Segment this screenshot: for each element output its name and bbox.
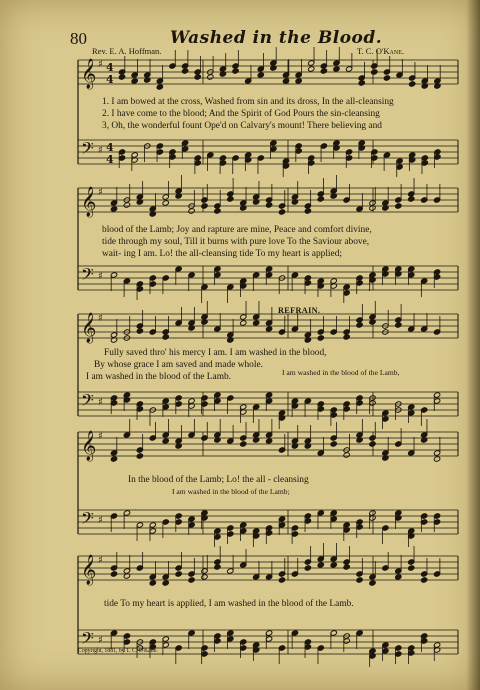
note-head — [214, 208, 221, 214]
note-head — [358, 80, 365, 86]
sharp-icon: ♯ — [98, 59, 103, 70]
page-number: 80 — [70, 29, 87, 48]
lyric-line: wait- ing I am. Lo! the all-cleansing tide To my heart is applied; — [102, 249, 342, 259]
sharp-icon: ♯ — [98, 397, 103, 408]
note-head — [207, 74, 214, 80]
note-head — [330, 441, 337, 447]
note-head — [343, 334, 350, 340]
note-head — [317, 335, 324, 341]
sharp-icon: ♯ — [98, 555, 103, 566]
note-head — [304, 565, 311, 571]
note-head — [136, 453, 143, 459]
bass-words: I am washed in the blood of the Lamb; — [172, 487, 290, 496]
note-head — [266, 326, 273, 332]
note-head — [214, 564, 221, 570]
note-head — [232, 68, 239, 74]
note-head — [188, 208, 195, 214]
note-head — [356, 577, 363, 583]
time-signature: 4 — [106, 153, 114, 166]
time-signature: 4 — [106, 61, 114, 74]
lyric-line: blood of the Lamb; Joy and rapture are mine, Peace and comfort divine, — [102, 225, 372, 235]
verse-1-line: 1. I am bowed at the cross, Washed from sin and its dross, In the all-cleansing — [102, 97, 394, 107]
treble-clef-icon: 𝄞 — [81, 555, 97, 585]
note-head — [395, 203, 402, 209]
lyric-line: I am washed in the blood of the Lamb. — [86, 372, 232, 382]
note-head — [149, 580, 156, 586]
note-head — [395, 574, 402, 580]
bass-clef-icon: 𝄢 — [81, 508, 94, 532]
note-head — [343, 564, 350, 570]
note-head — [110, 571, 117, 577]
note-head — [395, 322, 402, 328]
note-head — [188, 577, 195, 583]
note-head — [118, 74, 125, 80]
sharp-icon: ♯ — [98, 271, 103, 282]
note-head — [383, 75, 390, 81]
note-head — [227, 196, 234, 202]
treble-clef-icon: 𝄞 — [81, 431, 97, 461]
lyric-line: By whose grace I am saved and made whole. — [94, 360, 263, 370]
note-head — [194, 74, 201, 80]
note-head — [317, 196, 324, 202]
note-head — [110, 456, 117, 462]
bass-words: I am washed in the blood of the Lamb, — [282, 368, 400, 377]
sharp-icon: ♯ — [98, 431, 103, 442]
sharp-icon: ♯ — [98, 145, 103, 156]
note-head — [421, 577, 428, 583]
lyric-line: Fully saved thro' his mercy I am. I am washed in the blood, — [104, 348, 327, 358]
note-head — [369, 580, 376, 586]
note-head — [308, 66, 315, 72]
note-head — [162, 334, 169, 340]
bass-clef-icon: 𝄢 — [81, 138, 94, 162]
note-head — [409, 81, 416, 87]
note-head — [156, 84, 163, 90]
note-head — [257, 72, 264, 78]
note-head — [162, 200, 169, 206]
lyric-line: In the blood of the Lamb; Lo! the all - cleansing — [128, 475, 309, 485]
note-head — [278, 209, 285, 215]
time-signature: 4 — [106, 73, 114, 86]
note-head — [408, 196, 415, 202]
note-head — [295, 78, 302, 84]
note-head — [110, 206, 117, 212]
note-head — [356, 322, 363, 328]
note-head — [162, 438, 169, 444]
hymn-title: Washed in the Blood. — [170, 28, 383, 48]
time-signature: 4 — [106, 141, 114, 154]
composer-credit: T. C. O'Kane. — [357, 46, 404, 56]
note-head — [266, 202, 273, 208]
note-head — [253, 320, 260, 326]
note-head — [201, 203, 208, 209]
lyric-line: tide To my heart is applied, I am washed in the blood of the Lamb. — [104, 599, 354, 609]
treble-clef-icon: 𝄞 — [81, 59, 97, 89]
note-head — [278, 577, 285, 583]
note-head — [317, 562, 324, 568]
note-head — [136, 328, 143, 334]
note-head — [330, 562, 337, 568]
note-head — [131, 78, 138, 84]
verse-2-line: 2. I have come to the blood; And the Spirit of God Pours the sin-cleansing — [102, 109, 380, 119]
note-head — [201, 574, 208, 580]
sharp-icon: ♯ — [98, 187, 103, 198]
note-head — [371, 69, 378, 75]
sharp-icon: ♯ — [98, 635, 103, 646]
note-head — [434, 456, 441, 462]
note-head — [240, 441, 247, 447]
note-head — [369, 441, 376, 447]
sharp-icon: ♯ — [98, 313, 103, 324]
treble-clef-icon: 𝄞 — [81, 313, 97, 343]
note-head — [162, 580, 169, 586]
bass-clef-icon: 𝄢 — [81, 264, 94, 288]
note-head — [282, 78, 289, 84]
bass-clef-icon: 𝄢 — [81, 628, 94, 652]
author-credit: Rev. E. A. Hoffman. — [92, 46, 162, 56]
note-head — [343, 452, 350, 458]
note-head — [175, 571, 182, 577]
sharp-icon: ♯ — [98, 515, 103, 526]
verse-3-line: 3, Oh, the wonderful fount Ope'd on Calvary's mount! There believing and — [102, 121, 382, 131]
copyright-notice: Copyright, 1881, by T. C. O'Kane. — [78, 648, 158, 654]
note-head — [333, 66, 340, 72]
note-head — [266, 438, 273, 444]
bass-clef-icon: 𝄢 — [81, 390, 94, 414]
refrain-label: REFRAIN. — [278, 306, 321, 315]
note-head — [320, 68, 327, 74]
note-head — [123, 202, 130, 208]
note-head — [304, 208, 311, 214]
note-head — [408, 565, 415, 571]
note-head — [182, 68, 189, 74]
lyric-line: tide through my soul, Till it burns with pure love To the Saviour above, — [102, 237, 370, 247]
note-head — [240, 320, 247, 326]
treble-clef-icon: 𝄞 — [81, 187, 97, 217]
